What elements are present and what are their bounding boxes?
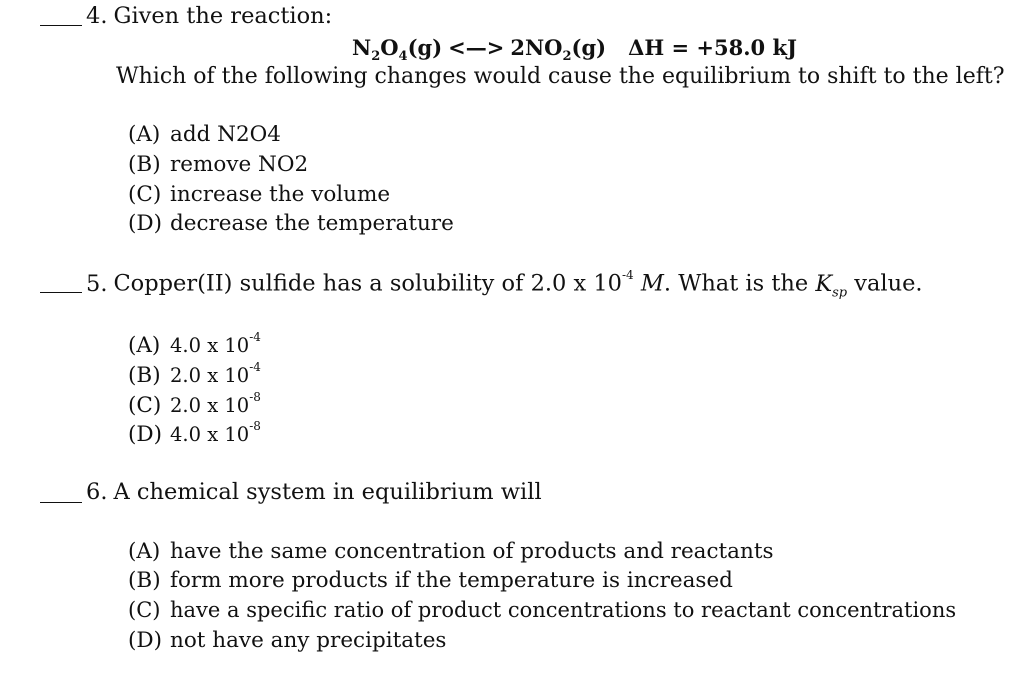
- enthalpy-change: ΔH = +58.0 kJ: [628, 35, 797, 60]
- answer-blank-q4[interactable]: [40, 25, 82, 26]
- question-5-prompt: 5. Copper(II) sulfide has a solubility of 2.0 x $10^{-4}$ M. What is the $K_{sp}$ value.: [86, 268, 923, 300]
- question-6-prompt: [86, 481, 542, 504]
- option-q4-b[interactable]: (B) remove NO2: [128, 152, 309, 177]
- option-q4-c[interactable]: (C) increase the volume: [128, 182, 391, 207]
- option-q5-a[interactable]: (A) 4.0 x $10^{-4}$: [128, 330, 261, 359]
- option-q6-d[interactable]: (D) not have any precipitates: [128, 628, 447, 653]
- equilibrium-arrow-icon: <—>: [448, 35, 505, 60]
- option-q4-d[interactable]: (D) decrease the temperature: [128, 211, 454, 236]
- question-number: 4.: [86, 3, 108, 29]
- option-q5-d[interactable]: (D) 4.0 x $10^{-8}$: [128, 419, 261, 448]
- option-q5-c[interactable]: (C) 2.0 x $10^{-8}$: [128, 390, 261, 419]
- question-number: 6.: [86, 479, 108, 505]
- answer-blank-q5[interactable]: [40, 292, 82, 293]
- question-number: 5.: [86, 270, 108, 297]
- option-q6-c[interactable]: (C) have a specific ratio of product concentrations to reactant concentrations: [128, 598, 957, 622]
- question-4-prompt: [86, 5, 332, 28]
- reaction-equation: $N_2O_4(g)$ <—> $2NO_2(g) \Delta H = +58.0$ kJ: [352, 35, 797, 64]
- question-text: A chemical system in equilibrium will: [113, 479, 542, 505]
- option-q6-a[interactable]: (A) have the same concentration of products and reactants: [128, 539, 774, 564]
- question-text: Given the reaction:: [113, 3, 333, 29]
- question-4-text: Which of the following changes would cause the equilibrium to shift to the left?: [116, 64, 1005, 89]
- answer-blank-q6[interactable]: [40, 502, 82, 503]
- option-q4-a[interactable]: (A) add N2O4: [128, 122, 281, 147]
- option-q5-b[interactable]: (B) 2.0 x $10^{-4}$: [128, 360, 261, 389]
- option-q6-b[interactable]: (B) form more products if the temperature is increased: [128, 568, 733, 593]
